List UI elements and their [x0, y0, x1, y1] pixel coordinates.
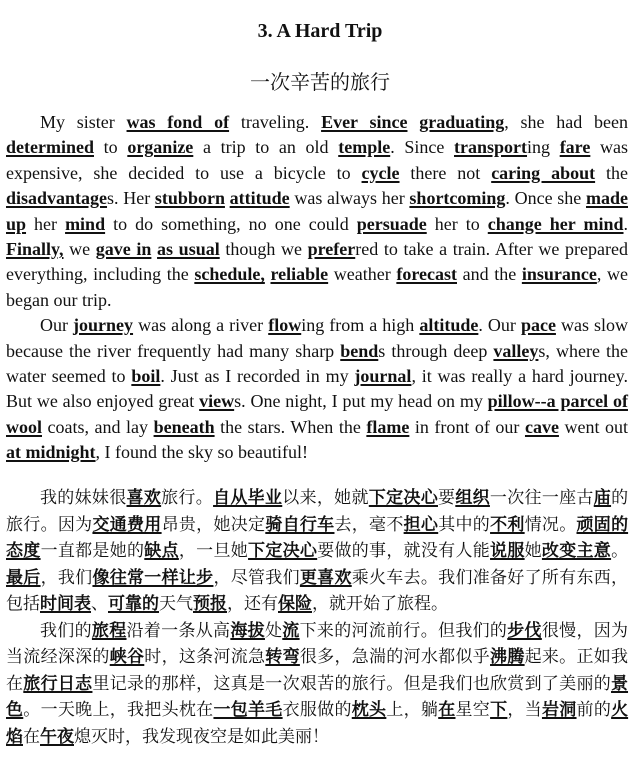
vocab-term: 保险 — [278, 594, 312, 614]
text-run: 、 — [91, 594, 108, 614]
vocab-term: transport — [454, 137, 528, 158]
text-run: 。 — [611, 541, 629, 561]
vocab-term: valley — [493, 340, 539, 361]
vocab-term: organize — [127, 137, 194, 158]
text-run: coats, and lay — [42, 416, 154, 437]
text-run: the — [595, 162, 628, 183]
text-run: ，就开始了旅程。 — [312, 594, 448, 614]
vocab-term: journal — [354, 366, 412, 387]
vocab-term: cave — [524, 416, 559, 437]
vocab-term: 庙 — [593, 488, 612, 508]
text-run: was expensive, she decided to use a bicycle to — [6, 137, 628, 183]
text-run: 其中的 — [438, 514, 491, 535]
text-run: , she had been — [504, 112, 629, 132]
vocab-term: 预报 — [193, 594, 227, 614]
text-run: 熄灭时，我发现夜空是如此美丽！ — [74, 726, 329, 747]
text-run: s through deep — [378, 340, 494, 361]
vocab-term: change her mind — [487, 213, 624, 234]
text-run: her to — [426, 213, 488, 234]
vocab-term: flow — [268, 315, 302, 336]
text-run: was always her — [289, 188, 410, 209]
vocab-term: stubborn — [154, 188, 225, 209]
text-run: ，当 — [507, 700, 542, 720]
text-run: to — [93, 137, 128, 158]
vocab-term: 缺点 — [144, 541, 179, 561]
text-run: in front of our — [409, 416, 525, 437]
text-run: ing from a high — [301, 315, 420, 336]
text-run: ，一旦她 — [178, 541, 249, 561]
text-run: red to take a train. After we prepared everything, including the — [6, 239, 628, 285]
text-run: ，我们 — [40, 567, 93, 588]
text-run: 衣服做的 — [282, 700, 352, 720]
text-run: 我的妹妹很 — [40, 488, 127, 508]
vocab-term: determined — [6, 137, 94, 158]
vocab-term: 自从毕业 — [213, 488, 283, 508]
text-run: s. One night, I put my head on my — [234, 391, 488, 412]
vocab-term: 不利 — [490, 514, 525, 535]
vocab-term: 最后 — [6, 567, 41, 588]
text-run: 以来，她就 — [282, 488, 369, 508]
vocab-term: altitude — [419, 315, 479, 336]
vocab-term: 一包羊毛 — [213, 700, 283, 720]
text-run: we — [63, 239, 96, 260]
text-run: her — [26, 213, 66, 234]
vocab-term: view — [199, 391, 235, 412]
text-run: 乘火车去。我们准备好了所有东西，包括 — [6, 567, 629, 614]
english-passage — [6, 110, 628, 466]
text-run: ，尽管我们 — [213, 567, 300, 588]
text-run: 我们的 — [40, 620, 92, 641]
text-run: to do something, no one could — [105, 213, 357, 234]
vocab-term: 步伐 — [507, 620, 542, 641]
text-run: 起来。正如我在 — [6, 647, 629, 694]
text-run: , it was really a hard journey. But we also enjoyed great — [6, 366, 628, 412]
vocab-term: bend — [340, 340, 379, 361]
vocab-term: insurance — [521, 264, 597, 285]
text-run: 在 — [23, 726, 40, 747]
vocab-term: caring about — [491, 162, 596, 183]
text-run — [407, 112, 419, 132]
text-run: 星空 — [455, 700, 491, 720]
vocab-term: 说服 — [490, 541, 525, 561]
vocab-term: 午夜 — [40, 726, 74, 747]
vocab-term: persuade — [356, 213, 427, 234]
text-run: 很慢，因为当流经深深的 — [6, 620, 629, 667]
vocab-term: pillow--a parcel of wool — [6, 391, 628, 437]
vocab-term: 喜欢 — [126, 488, 162, 508]
vocab-term: 旅程 — [91, 620, 127, 641]
vocab-term: Finally, — [6, 239, 64, 260]
text-run: 的旅行。因为 — [6, 488, 629, 535]
vocab-term: gave in — [95, 239, 152, 260]
text-run: ing — [527, 137, 560, 158]
text-run: and the — [457, 264, 522, 285]
text-run: . Our — [478, 315, 521, 336]
text-run: . — [623, 213, 629, 234]
vocab-term: 组织 — [455, 488, 490, 508]
vocab-term: 岩洞 — [541, 700, 577, 720]
vocab-term: boil — [131, 366, 161, 387]
vocab-term: 像往常一样让步 — [92, 567, 214, 588]
vocab-term: 火焰 — [6, 700, 629, 747]
text-run: My sister — [40, 112, 127, 132]
text-run: was along a river — [133, 315, 269, 336]
vocab-term: 时间表 — [40, 594, 91, 614]
vocab-term: reliable — [270, 264, 329, 285]
text-run: though we — [219, 239, 308, 260]
text-run: . Since — [390, 137, 455, 158]
vocab-term: 顽固的态度 — [6, 514, 629, 561]
vocab-term: 海拔 — [230, 620, 265, 641]
text-run: 上，躺 — [386, 700, 439, 720]
text-run: 昂贵，她决定 — [161, 514, 266, 535]
vocab-term: fare — [559, 137, 591, 158]
vocab-term: 流 — [282, 620, 300, 641]
text-run: . Just as I recorded in my — [160, 366, 355, 387]
text-run: s. Her — [107, 188, 155, 209]
english-title: 3. A Hard Trip — [257, 20, 383, 42]
text-run: 下来的河流前行。但我们的 — [299, 620, 508, 641]
text-run: ，还有 — [227, 594, 278, 614]
vocab-term: 旅行日志 — [23, 673, 93, 694]
text-run: 一次往一座古 — [489, 488, 594, 508]
vocab-term: 沸腾 — [490, 647, 525, 667]
text-run: , I found the sky so beautiful! — [95, 442, 308, 463]
chinese-paragraph-1 — [6, 485, 628, 618]
vocab-term: graduating — [419, 112, 505, 132]
text-run: . Once she — [505, 188, 586, 209]
vocab-term: 在 — [438, 700, 456, 720]
text-run: the stars. When the — [214, 416, 367, 437]
text-run: traveling. — [229, 112, 322, 132]
vocab-term: disadvantage — [6, 188, 108, 209]
text-run: went out — [558, 416, 628, 437]
text-run: there not — [399, 162, 492, 183]
vocab-term: 更喜欢 — [299, 567, 352, 588]
vocab-term: mind — [65, 213, 106, 234]
vocab-term: 交通费用 — [92, 514, 162, 535]
text-run: 。一天晚上，我把头枕在 — [23, 700, 214, 720]
text-run: weather — [328, 264, 397, 285]
text-run: 一直都是她的 — [40, 541, 145, 561]
text-run: 要 — [438, 488, 456, 508]
vocab-term: prefer — [307, 239, 356, 260]
vocab-term: 骑自行车 — [265, 514, 335, 535]
text-run: was slow because the river frequently had many sharp — [6, 315, 629, 361]
text-run: Our — [40, 315, 74, 336]
vocab-term: 下 — [490, 700, 508, 720]
vocab-term: 峡谷 — [109, 647, 145, 667]
vocab-term: 景色 — [6, 673, 629, 720]
text-run: 去，毫不 — [334, 514, 404, 535]
chinese-title: 一次辛苦的旅行 — [250, 70, 390, 94]
vocab-term: 转弯 — [265, 647, 300, 667]
vocab-term: schedule, — [194, 264, 265, 285]
text-run: s, where the water seemed to — [6, 340, 628, 387]
vocab-term: journey — [73, 315, 134, 336]
chinese-paragraph-2 — [6, 618, 628, 751]
vocab-term: flame — [366, 416, 410, 437]
vocab-term: at midnight — [6, 442, 96, 463]
text-run: 她 — [524, 541, 542, 561]
vocab-term: 可靠的 — [108, 594, 159, 614]
text-run: 处 — [264, 620, 283, 641]
vocab-term: 枕头 — [351, 700, 387, 720]
text-run: 要做的事，就没有人能 — [317, 541, 491, 561]
vocab-term: made up — [6, 188, 628, 234]
english-paragraph-2 — [6, 313, 628, 465]
vocab-term: 下定决心 — [248, 541, 318, 561]
text-run: 情况。 — [524, 514, 577, 535]
vocab-term: pace — [520, 315, 556, 336]
vocab-term: was fond of — [126, 112, 230, 132]
vocab-term: shortcoming — [409, 188, 506, 209]
text-run: a trip to an old — [193, 137, 339, 158]
text-run: 时，这条河流急 — [144, 647, 266, 667]
chinese-passage — [6, 485, 628, 750]
vocab-term: beneath — [153, 416, 215, 437]
text-run: 旅行。 — [161, 488, 214, 508]
vocab-term: attitude — [229, 188, 290, 209]
text-run: 天气 — [159, 594, 193, 614]
vocab-term: forecast — [396, 264, 457, 285]
english-paragraph-1 — [6, 110, 628, 313]
vocab-term: 下定决心 — [368, 488, 438, 508]
text-run: 沿着一条从高 — [126, 620, 231, 641]
text-run: 前的 — [576, 700, 612, 720]
vocab-term: cycle — [361, 162, 400, 183]
vocab-term: 担心 — [403, 514, 439, 535]
text-run: 里记录的那样，这真是一次艰苦的旅行。但是我们也欣赏到了美丽的 — [92, 673, 612, 694]
text-run: , we began our trip. — [6, 264, 628, 310]
vocab-term: Ever since — [321, 112, 408, 132]
text-run: 很多，急湍的河水都似乎 — [299, 647, 491, 667]
vocab-term: 改变主意 — [541, 541, 612, 561]
vocab-term: as usual — [157, 239, 220, 260]
vocab-term: temple — [338, 137, 391, 158]
